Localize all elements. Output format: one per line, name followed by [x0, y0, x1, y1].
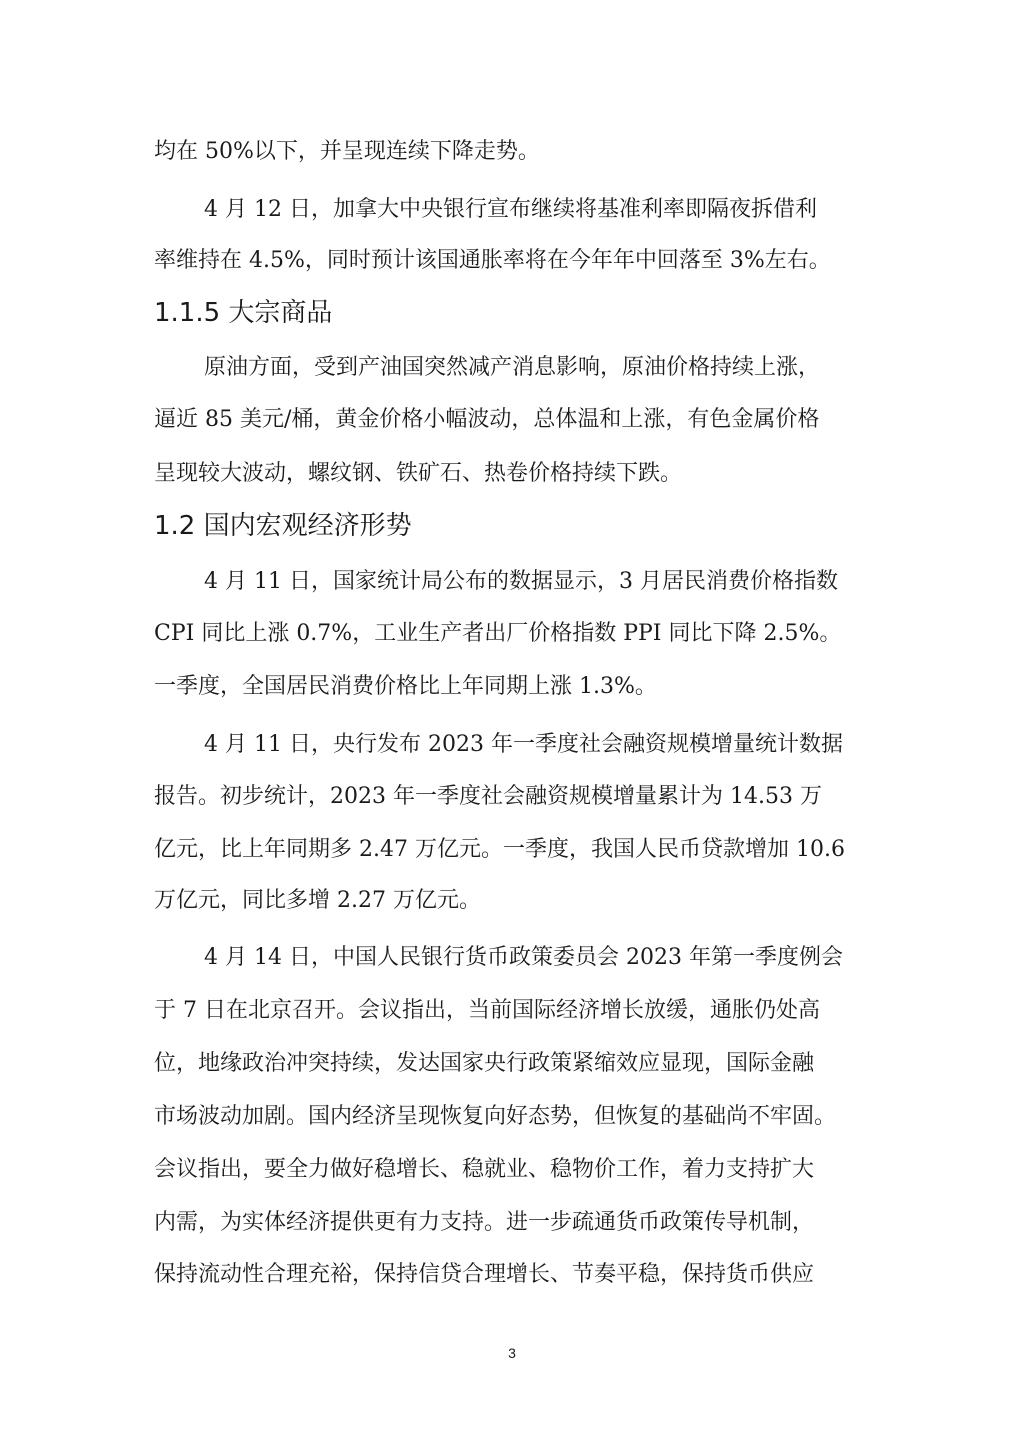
paragraph-line: 呈现较大波动，螺纹钢、铁矿石、热卷价格持续下跌。 [154, 461, 683, 486]
paragraph-line: 4 月 12 日，加拿大中央银行宣布继续将基准利率即隔夜拆借利 [204, 197, 817, 222]
paragraph-line: 万亿元，同比多增 2.27 万亿元。 [154, 888, 481, 913]
paragraph-line: 市场波动加剧。国内经济呈现恢复向好态势，但恢复的基础尚不牢固。 [154, 1104, 837, 1129]
paragraph-line: 一季度，全国居民消费价格比上年同期上涨 1.3%。 [154, 674, 657, 699]
paragraph-line: 会议指出，要全力做好稳增长、稳就业、稳物价工作，着力支持扩大 [154, 1157, 815, 1182]
paragraph-line: CPI 同比上涨 0.7%，工业生产者出厂价格指数 PPI 同比下降 2.5%。 [154, 621, 842, 646]
section-heading: 1.2 国内宏观经济形势 [154, 511, 412, 541]
page-number: 3 [508, 1345, 516, 1361]
paragraph-line: 报告。初步统计，2023 年一季度社会融资规模增量累计为 14.53 万 [154, 784, 822, 809]
paragraph-line: 原油方面，受到产油国突然减产消息影响，原油价格持续上涨， [204, 355, 821, 380]
paragraph-line: 4 月 11 日，央行发布 2023 年一季度社会融资规模增量统计数据 [204, 732, 843, 757]
section-heading: 1.1.5 大宗商品 [154, 298, 333, 328]
paragraph-line: 内需，为实体经济提供更有力支持。进一步疏通货币政策传导机制， [154, 1210, 815, 1235]
paragraph-line: 保持流动性合理充裕，保持信贷合理增长、节奏平稳，保持货币供应 [154, 1262, 815, 1287]
paragraph-line: 均在 50%以下，并呈现连续下降走势。 [154, 139, 540, 164]
paragraph-line: 于 7 日在北京召开。会议指出，当前国际经济增长放缓，通胀仍处高 [154, 998, 820, 1023]
paragraph-line: 4 月 14 日，中国人民银行货币政策委员会 2023 年第一季度例会 [204, 945, 843, 970]
paragraph-line: 位，地缘政治冲突持续，发达国家央行政策紧缩效应显现，国际金融 [154, 1051, 815, 1076]
paragraph-line: 亿元，比上年同期多 2.47 万亿元。一季度，我国人民币贷款增加 10.6 [154, 837, 845, 862]
paragraph-line: 4 月 11 日，国家统计局公布的数据显示，3 月居民消费价格指数 [204, 569, 838, 594]
paragraph-line: 率维持在 4.5%，同时预计该国通胀率将在今年年中回落至 3%左右。 [154, 248, 831, 273]
paragraph-line: 逼近 85 美元/桶，黄金价格小幅波动，总体温和上涨，有色金属价格 [154, 407, 820, 432]
